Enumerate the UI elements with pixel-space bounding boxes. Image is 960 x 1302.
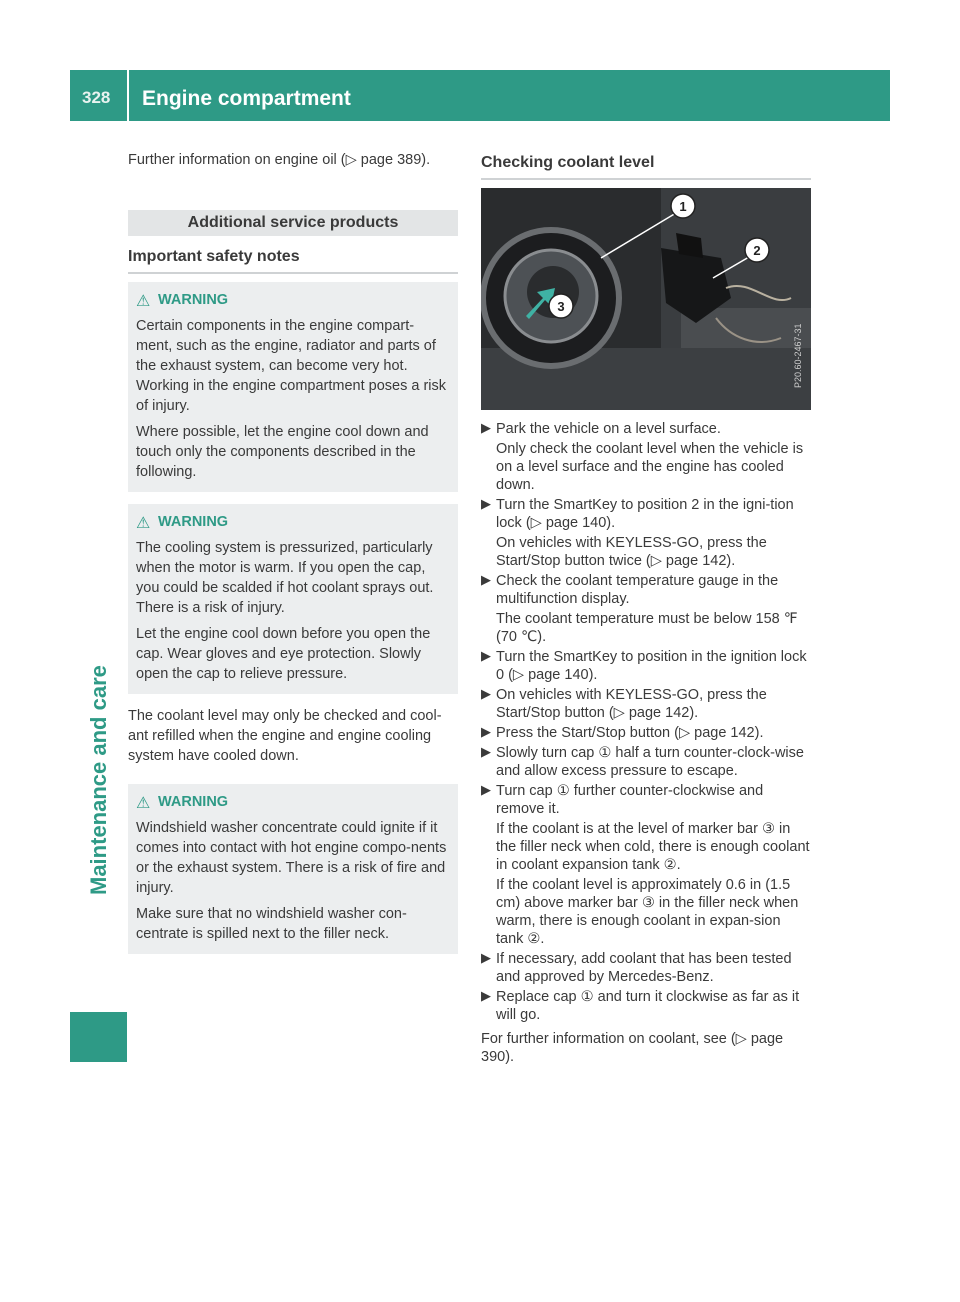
side-label bbox=[84, 640, 114, 900]
step-main: Slowly turn cap ① half a turn counter-clock-wise and allow excess pressure to escape. bbox=[496, 745, 804, 779]
photo-code: P20.60-2467-31 bbox=[793, 323, 803, 388]
warning-paragraph: Windshield washer concentrate could ignite if it comes into contact with hot engine compo-nents or the exhaust system. There is a risk of fire and injury. bbox=[136, 820, 447, 896]
warning-box-2 bbox=[128, 504, 458, 694]
warning-title-text: WARNING bbox=[158, 292, 229, 308]
step-main: Press the Start/Stop button (▷ page 142). bbox=[496, 725, 764, 741]
step-main: Park the vehicle on a level surface. bbox=[496, 421, 721, 437]
step-arrow-icon: ▶ bbox=[481, 782, 491, 797]
warning-paragraph: Where possible, let the engine cool down and touch only the components described in the following. bbox=[136, 424, 429, 480]
section-heading: Additional service products bbox=[128, 210, 458, 236]
body-text: The coolant level may only be checked and cool-ant refilled when the engine and engine cooling system have cooled down. bbox=[128, 708, 442, 764]
warning-paragraph: Make sure that no windshield washer con-centrate is spilled next to the filler neck. bbox=[136, 906, 407, 942]
step-7 bbox=[481, 744, 811, 780]
step-10 bbox=[481, 988, 811, 1024]
step-9 bbox=[481, 950, 811, 986]
step-8 bbox=[481, 782, 811, 948]
callout-2: 2 bbox=[753, 243, 761, 258]
step-4 bbox=[481, 648, 811, 684]
warning-paragraph: Let the engine cool down before you open the cap. Wear gloves and eye protection. Slowly open the cap to relieve pressure. bbox=[136, 626, 431, 682]
step-main: Turn the SmartKey to position in the ignition lock 0 (▷ page 140). bbox=[496, 649, 807, 683]
step-extra: If the coolant level is approximately 0.6 in (1.5 cm) above marker bar ③ in the filler neck when warm, there is enough coolant in expan-sion tank ②. bbox=[496, 877, 799, 947]
step-arrow-icon: ▶ bbox=[481, 572, 491, 587]
step-arrow-icon: ▶ bbox=[481, 724, 491, 739]
step-arrow-icon: ▶ bbox=[481, 988, 491, 1003]
warning-triangle-icon: ⚠ bbox=[136, 293, 151, 310]
warning-title-text: WARNING bbox=[158, 794, 229, 810]
callout-1: 1 bbox=[679, 199, 687, 214]
step-arrow-icon: ▶ bbox=[481, 496, 491, 511]
step-arrow-icon: ▶ bbox=[481, 648, 491, 663]
step-arrow-icon: ▶ bbox=[481, 744, 491, 759]
left-column bbox=[128, 150, 458, 966]
warning-paragraph: The cooling system is pressurized, particularly when the motor is warm. If you open the cap, you could be scalded if hot coolant sprays out. There is a risk of injury. bbox=[136, 540, 434, 616]
header-bar bbox=[70, 70, 890, 121]
step-arrow-icon: ▶ bbox=[481, 686, 491, 701]
warning-triangle-icon: ⚠ bbox=[136, 515, 151, 532]
step-5 bbox=[481, 686, 811, 722]
step-main: Turn the SmartKey to position 2 in the igni-tion lock (▷ page 140). bbox=[496, 497, 794, 531]
step-arrow-icon: ▶ bbox=[481, 950, 491, 965]
engine-photo bbox=[481, 188, 811, 410]
step-arrow-icon: ▶ bbox=[481, 420, 491, 435]
step-extra: On vehicles with KEYLESS-GO, press the Start/Stop button twice (▷ page 142). bbox=[496, 535, 767, 569]
page-number: 328 bbox=[82, 88, 111, 107]
step-extra: The coolant temperature must be below 158 ℉ (70 ℃). bbox=[496, 611, 798, 645]
chapter-title: Engine compartment bbox=[142, 87, 351, 110]
side-block bbox=[70, 1012, 127, 1062]
step-extra: If the coolant is at the level of marker bar ③ in the filler neck when cold, there is enough coolant in coolant expansion tank ②. bbox=[496, 821, 810, 873]
warning-title-text: WARNING bbox=[158, 514, 229, 530]
warning-title bbox=[136, 514, 450, 532]
intro-text: Further information on engine oil (▷ page 389). bbox=[128, 152, 431, 168]
side-label-text: Maintenance and care bbox=[86, 665, 111, 895]
step-extra: Only check the coolant level when the vehicle is on a level surface and the engine has cooled down. bbox=[496, 441, 804, 493]
step-main: On vehicles with KEYLESS-GO, press the Start/Stop button (▷ page 142). bbox=[496, 687, 767, 721]
header-divider bbox=[127, 70, 129, 121]
callout-3: 3 bbox=[557, 299, 565, 314]
step-1 bbox=[481, 420, 811, 494]
step-main: If necessary, add coolant that has been tested and approved by Mercedes-Benz. bbox=[496, 951, 792, 985]
step-6 bbox=[481, 724, 811, 742]
step-main: Replace cap ① and turn it clockwise as far as it will go. bbox=[496, 989, 800, 1023]
warning-box-1 bbox=[128, 282, 458, 492]
step-main: Turn cap ① further counter-clockwise and remove it. bbox=[496, 783, 764, 817]
warning-title bbox=[136, 794, 450, 812]
sub-heading: Important safety notes bbox=[128, 244, 458, 274]
right-column bbox=[481, 150, 811, 1066]
step-2 bbox=[481, 496, 811, 570]
right-heading: Checking coolant level bbox=[481, 150, 811, 180]
warning-triangle-icon: ⚠ bbox=[136, 795, 151, 812]
step-3 bbox=[481, 572, 811, 646]
side-tab bbox=[70, 121, 129, 641]
footer-text: For further information on coolant, see (▷ page 390). bbox=[481, 1031, 784, 1065]
warning-title bbox=[136, 292, 450, 310]
step-main: Check the coolant temperature gauge in the multifunction display. bbox=[496, 573, 779, 607]
warning-box-3 bbox=[128, 784, 458, 954]
warning-paragraph: Certain components in the engine compart-ment, such as the engine, radiator and parts of the exhaust system, can become very hot. Working in the engine compartment poses a risk of injury. bbox=[136, 318, 447, 414]
